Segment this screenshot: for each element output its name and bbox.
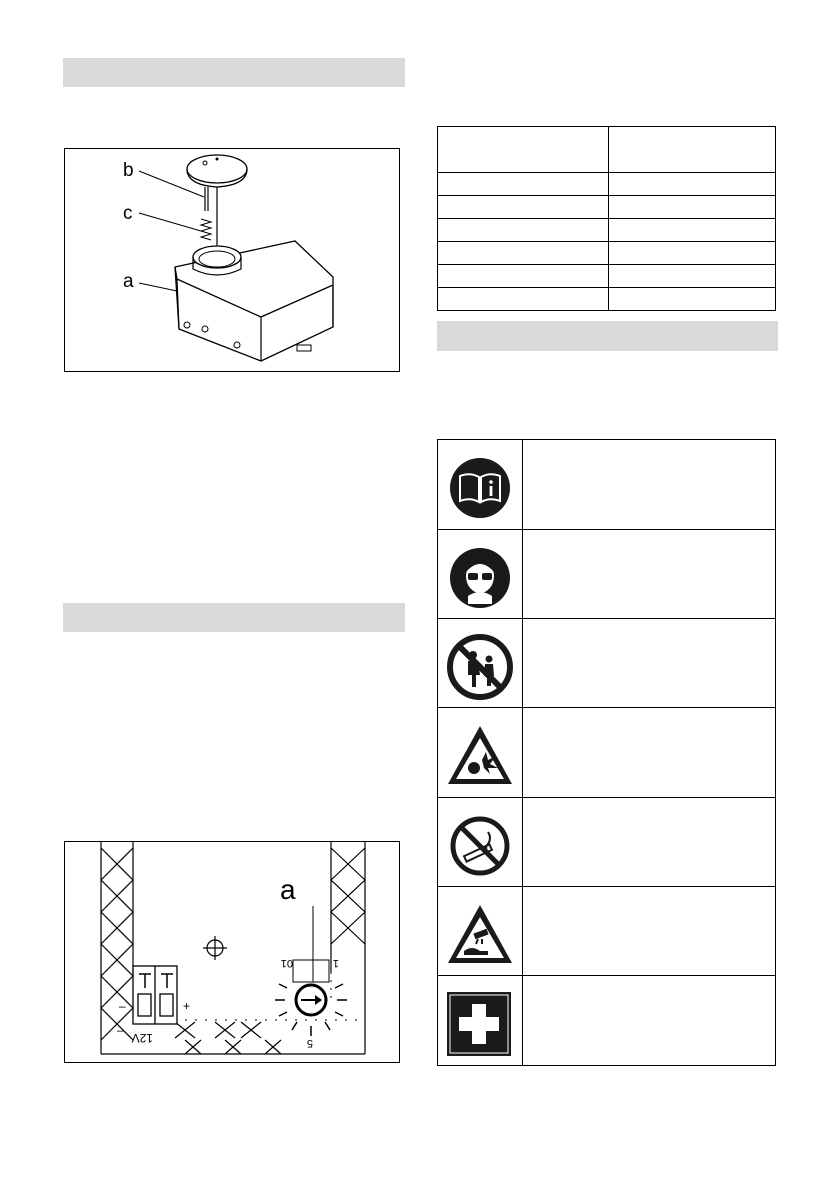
table-row <box>438 242 776 265</box>
safety-row-corrosive <box>438 887 775 976</box>
safety-symbols-table <box>437 439 776 1066</box>
explosion-hazard-icon <box>444 720 516 792</box>
dial-mark-10: 01 <box>280 957 293 969</box>
safety-row-no-smoking <box>438 798 775 887</box>
voltage-label: 12V <box>131 1031 153 1045</box>
section-header-band-1 <box>63 58 405 87</box>
safety-row-children <box>438 619 775 708</box>
table-row <box>438 173 776 196</box>
read-manual-icon <box>444 452 516 524</box>
safety-row-first-aid <box>438 976 775 1065</box>
keep-children-away-icon <box>444 631 516 703</box>
figure-control-board <box>64 841 400 1063</box>
minus-sign: – <box>119 999 126 1013</box>
safety-row-goggles <box>438 530 775 619</box>
corrosive-substance-icon <box>444 899 516 971</box>
minus-sign-bottom: – <box>117 1023 124 1037</box>
figure-reservoir <box>64 148 400 372</box>
table-row <box>438 196 776 219</box>
callout-c: c <box>123 203 133 224</box>
safety-row-explosion <box>438 708 775 798</box>
first-aid-icon <box>444 988 516 1060</box>
safety-row-read-manual <box>438 440 775 530</box>
no-smoking-icon <box>444 810 516 882</box>
section-header-band-2 <box>63 603 405 632</box>
table-row <box>438 265 776 288</box>
section-header-band-3 <box>437 321 778 351</box>
plus-sign: + <box>183 999 191 1013</box>
reservoir-drawing <box>65 149 401 373</box>
control-board-drawing <box>65 842 401 1064</box>
dial-mark-5: 5 <box>306 1037 313 1049</box>
table-header-row <box>438 127 776 173</box>
callout-a: a <box>280 874 296 905</box>
table-row <box>438 219 776 242</box>
table-row <box>438 288 776 311</box>
spec-table <box>437 126 776 311</box>
dial-mark-1: 1 <box>332 957 339 969</box>
callout-a: a <box>123 271 134 292</box>
callout-b: b <box>123 160 134 181</box>
wear-goggles-icon <box>444 542 516 614</box>
